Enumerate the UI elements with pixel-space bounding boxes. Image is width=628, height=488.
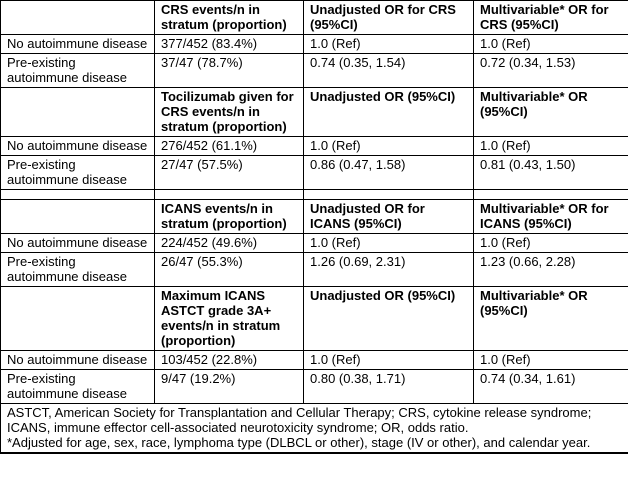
row-label-cell: Pre-existing autoimmune disease [1,370,155,404]
row-label-cell: Pre-existing autoimmune disease [1,54,155,88]
multivariable-or-cell: 0.81 (0.43, 1.50) [474,156,628,190]
multivariable-or-cell: 1.0 (Ref) [474,234,628,253]
unadjusted-or-cell: 0.74 (0.35, 1.54) [304,54,474,88]
table-row [1,253,628,287]
multivariable-or-cell: 1.0 (Ref) [474,351,628,370]
spacer-cell [155,190,304,200]
header-cell-tocilizumab-multivariable-or: Multivariable* OR (95%CI) [474,88,628,137]
section-tocilizumab-header-row [1,88,628,137]
header-cell-max-icans-multivariable-or: Multivariable* OR (95%CI) [474,287,628,351]
multivariable-or-cell: 1.0 (Ref) [474,137,628,156]
unadjusted-or-cell: 1.0 (Ref) [304,35,474,54]
table-row [1,351,628,370]
footnote-abbreviations: ASTCT, American Society for Transplantation and Cellular Therapy; CRS, cytokine release syndrome; ICANS, immune effector cell-associated neurotoxicity syndrome; OR, odds ratio. [7,405,592,435]
unadjusted-or-cell: 0.86 (0.47, 1.58) [304,156,474,190]
unadjusted-or-cell: 1.0 (Ref) [304,137,474,156]
spacer-cell [304,190,474,200]
table-row [1,370,628,404]
spacer-cell [1,190,155,200]
events-cell: 9/47 (19.2%) [155,370,304,404]
header-cell-icans-unadjusted-or: Unadjusted OR for ICANS (95%CI) [304,200,474,234]
multivariable-or-cell: 0.72 (0.34, 1.53) [474,54,628,88]
table-row [1,234,628,253]
row-label-cell: Pre-existing autoimmune disease [1,156,155,190]
header-cell-tocilizumab-events: Tocilizumab given for CRS events/n in stratum (proportion) [155,88,304,137]
header-cell-max-icans-events: Maximum ICANS ASTCT grade 3A+ events/n in stratum (proportion) [155,287,304,351]
header-cell-crs-multivariable-or: Multivariable* OR for CRS (95%CI) [474,1,628,35]
events-cell: 377/452 (83.4%) [155,35,304,54]
footnote-row [1,404,628,454]
events-cell: 224/452 (49.6%) [155,234,304,253]
footnote-cell [1,404,628,454]
spacer-cell [474,190,628,200]
section-max-icans-header-row [1,287,628,351]
multivariable-or-cell: 0.74 (0.34, 1.61) [474,370,628,404]
header-cell-crs-unadjusted-or: Unadjusted OR for CRS (95%CI) [304,1,474,35]
unadjusted-or-cell: 1.0 (Ref) [304,351,474,370]
multivariable-or-cell: 1.23 (0.66, 2.28) [474,253,628,287]
section-icans-header-row [1,200,628,234]
header-cell-max-icans-unadjusted-or: Unadjusted OR (95%CI) [304,287,474,351]
events-cell: 276/452 (61.1%) [155,137,304,156]
table-row [1,35,628,54]
section-crs-header-row [1,1,628,35]
header-cell-icans-multivariable-or: Multivariable* OR for ICANS (95%CI) [474,200,628,234]
spacer-row [1,190,628,200]
table-row [1,156,628,190]
header-cell-tocilizumab-unadjusted-or: Unadjusted OR (95%CI) [304,88,474,137]
row-label-cell: Pre-existing autoimmune disease [1,253,155,287]
row-label-cell: No autoimmune disease [1,351,155,370]
row-label-cell: No autoimmune disease [1,234,155,253]
events-cell: 37/47 (78.7%) [155,54,304,88]
row-label-cell: No autoimmune disease [1,137,155,156]
events-cell: 26/47 (55.3%) [155,253,304,287]
header-cell-empty [1,88,155,137]
table-row [1,137,628,156]
table-row [1,54,628,88]
unadjusted-or-cell: 1.0 (Ref) [304,234,474,253]
header-cell-empty [1,287,155,351]
header-cell-empty [1,200,155,234]
multivariable-or-cell: 1.0 (Ref) [474,35,628,54]
header-cell-empty [1,1,155,35]
footnote-adjustment: *Adjusted for age, sex, race, lymphoma type (DLBCL or other), stage (IV or other), and calendar year. [7,435,591,450]
header-cell-crs-events: CRS events/n in stratum (proportion) [155,1,304,35]
events-cell: 27/47 (57.5%) [155,156,304,190]
row-label-cell: No autoimmune disease [1,35,155,54]
unadjusted-or-cell: 1.26 (0.69, 2.31) [304,253,474,287]
unadjusted-or-cell: 0.80 (0.38, 1.71) [304,370,474,404]
header-cell-icans-events: ICANS events/n in stratum (proportion) [155,200,304,234]
events-cell: 103/452 (22.8%) [155,351,304,370]
